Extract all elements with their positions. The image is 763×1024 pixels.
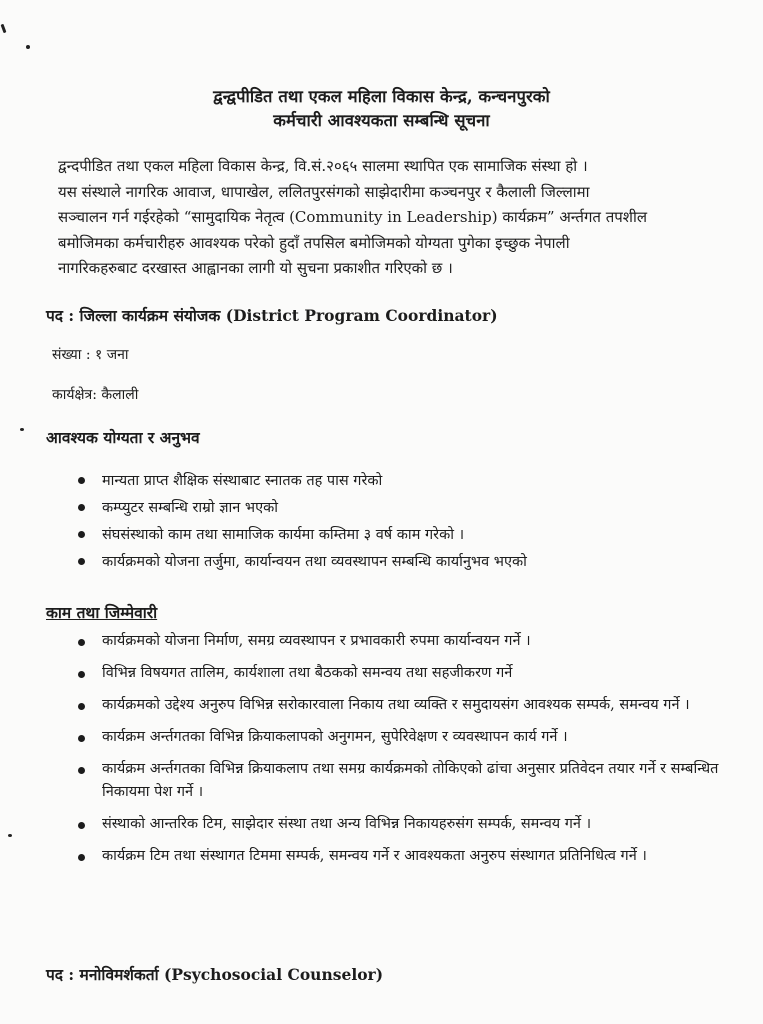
bullet-icon <box>78 504 85 511</box>
qualifications-list <box>78 468 738 576</box>
bullet-icon <box>78 735 85 742</box>
bullet-icon <box>78 822 85 829</box>
list-item: मान्यता प्राप्त शैक्षिक संस्थाबाट स्नातक तह पास गरेको <box>78 468 738 495</box>
post2-heading: पद : मनोविमर्शकर्ता (Psychosocial Counselor) <box>46 965 384 984</box>
bullet-icon <box>78 671 85 678</box>
notice-title-line-2: कर्मचारी आवश्यकता सम्बन्धि सूचना <box>273 111 490 130</box>
bullet-icon <box>78 854 85 861</box>
post1-heading: पद : जिल्ला कार्यक्रम संयोजक (District Program Coordinator) <box>46 306 498 325</box>
scan-speck <box>8 834 12 837</box>
post1-count: संख्या : १ जना <box>52 347 129 363</box>
intro-line: द्वन्दपीडित तथा एकल महिला विकास केन्द्र, वि.सं.२०६५ सालमा स्थापित एक सामाजिक संस्था हो । <box>58 157 588 175</box>
intro-line: बमोजिमका कर्मचारीहरु आवश्यक परेको हुदाँ तपसिल बमोजिमको योग्यता पुगेका इच्छुक नेपाली <box>58 233 570 252</box>
scan-speck <box>26 45 30 49</box>
notice-title-line-1: द्वन्द्वपीडित तथा एकल महिला विकास केन्द्र, कन्चनपुरको <box>213 87 550 106</box>
post1-location: कार्यक्षेत्र: कैलाली <box>52 387 139 403</box>
qualifications-heading: आवश्यक योग्यता र अनुभव <box>46 428 200 447</box>
list-item: संघसंस्थाको काम तथा सामाजिक कार्यमा कम्तिमा ३ वर्ष काम गरेको । <box>78 522 738 549</box>
list-item: विभिन्न विषयगत तालिम, कार्यशाला तथा बैठकको समन्वय तथा सहजीकरण गर्ने <box>78 662 738 685</box>
bullet-icon <box>78 558 85 565</box>
list-item: कार्यक्रम अर्न्तगतका विभिन्न क्रियाकलाप तथा समग्र कार्यक्रमको तोकिएको ढांचा अनुसार प्रतिवेदन तयार गर्ने र सम्बन्धित निकायमा पेश गर्ने । <box>78 758 738 804</box>
list-item: कार्यक्रमको उद्देश्य अनुरुप विभिन्न सरोकारवाला निकाय तथा व्यक्ति र समुदायसंग आवश्यक सम्पर्क, समन्वय गर्ने । <box>78 694 738 717</box>
bullet-icon <box>78 767 85 774</box>
bullet-icon <box>78 477 85 484</box>
intro-line: यस संस्थाले नागरिक आवाज, धापाखेल, ललितपुरसंगको साझेदारीमा कञ्चनपुर र कैलाली जिल्लामा <box>58 182 590 201</box>
list-item: कार्यक्रम अर्न्तगतका विभिन्न क्रियाकलापको अनुगमन, सुपेरिवेक्षण र व्यवस्थापन कार्य गर्ने । <box>78 726 738 749</box>
bullet-icon <box>78 531 85 538</box>
list-item: कार्यक्रमको योजना तर्जुमा, कार्यान्वयन तथा व्यवस्थापन सम्बन्धि कार्यानुभव भएको <box>78 549 738 576</box>
intro-line: नागरिकहरुबाट दरखास्त आह्वानका लागी यो सुचना प्रकाशीत गरिएको छ । <box>58 259 453 277</box>
bullet-icon <box>78 639 85 646</box>
list-item: कार्यक्रम टिम तथा संस्थागत टिममा सम्पर्क, समन्वय गर्ने र आवश्यकता अनुरुप संस्थागत प्रतिनिधित्व गर्ने । <box>78 845 738 868</box>
intro-line: सञ्चालन गर्न गईरहेको “सामुदायिक नेतृत्व (Community in Leadership) कार्यक्रम” अर्न्तगत तपशील <box>58 208 648 226</box>
intro-paragraph <box>58 154 718 282</box>
bullet-icon <box>78 703 85 710</box>
duties-list <box>78 630 738 877</box>
list-item: कार्यक्रमको योजना निर्माण, समग्र व्यवस्थापन र प्रभावकारी रुपमा कार्यान्वयन गर्ने । <box>78 630 738 653</box>
list-item: संस्थाको आन्तरिक टिम, साझेदार संस्था तथा अन्य विभिन्न निकायहरुसंग सम्पर्क, समन्वय गर्ने । <box>78 813 738 836</box>
list-item: कम्प्युटर सम्बन्धि राम्रो ज्ञान भएको <box>78 495 738 522</box>
scan-speck <box>20 428 24 431</box>
scan-mark <box>1 24 7 33</box>
duties-heading: काम तथा जिम्मेवारी <box>46 603 158 622</box>
